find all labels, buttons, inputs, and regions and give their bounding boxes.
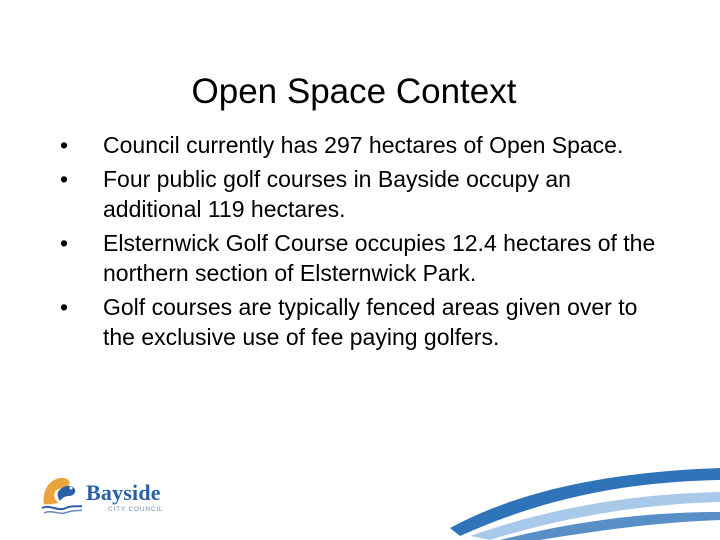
decorative-swoosh xyxy=(430,450,720,540)
bullet-marker: • xyxy=(60,230,69,256)
bullet-text: Four public golf courses in Bayside occupy an additional 119 hectares. xyxy=(103,166,571,222)
bullet-marker: • xyxy=(60,166,69,192)
bullet-text: Golf courses are typically fenced areas given over to the exclusive use of fee paying golfers. xyxy=(103,294,638,350)
logo-name: Bayside xyxy=(86,480,161,505)
bayside-logo xyxy=(38,470,188,520)
bullet-text: Council currently has 297 hectares of Open Space. xyxy=(103,132,624,158)
bayside-emblem-icon xyxy=(38,470,86,518)
bullet-item xyxy=(60,228,660,288)
bullet-item xyxy=(60,292,660,352)
bullet-marker: • xyxy=(60,294,69,320)
slide-title: Open Space Context xyxy=(191,72,517,111)
bullet-list xyxy=(60,130,660,356)
logo-subtitle: CITY COUNCIL xyxy=(108,506,164,513)
bullet-text: Elsternwick Golf Course occupies 12.4 hectares of the northern section of Elsternwick Park. xyxy=(103,230,656,286)
bullet-item xyxy=(60,164,660,224)
bullet-item xyxy=(60,130,660,160)
bullet-marker: • xyxy=(60,132,69,158)
